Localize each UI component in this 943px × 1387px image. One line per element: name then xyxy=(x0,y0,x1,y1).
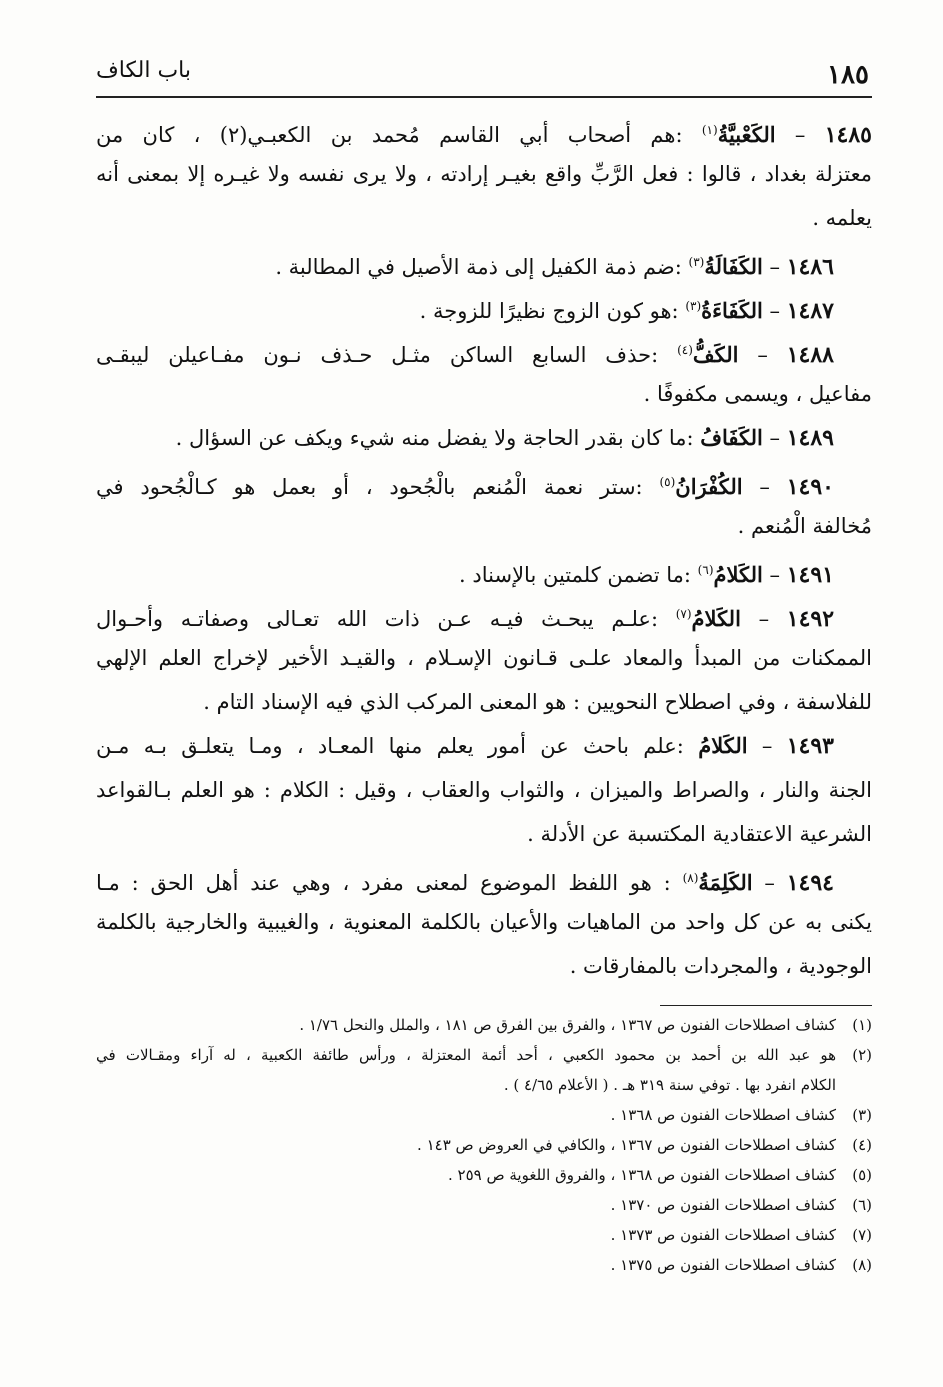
entry-number: ١٤٩٠ xyxy=(786,474,834,500)
entry-number: ١٤٨٦ xyxy=(786,254,834,280)
entry-term: الكَفُّ xyxy=(692,342,739,367)
entry-term: الكُفْرَانُ xyxy=(675,474,743,499)
footnote-marker: (١) xyxy=(852,1016,872,1034)
footnote-marker: (٨) xyxy=(852,1256,872,1274)
footnote-text: كشاف اصطلاحات الفنون ص ١٣٦٧ ، والكافي في العروض ص ١٤٣ . xyxy=(417,1136,836,1154)
entry-term: الكَلامُ xyxy=(698,733,748,758)
footnote-marker: (٣) xyxy=(852,1106,872,1124)
entries-body xyxy=(96,108,872,988)
entry-line: يكنى به عن كل واحد من الماهيات والأعيان بالكلمة المعنوية ، والغيبية والخارجية بالكلمة xyxy=(96,910,872,934)
entry-line: الوجودية ، والمجردات بالمفارقات . xyxy=(569,954,872,978)
entry-term: الكَفَالَةُ xyxy=(704,254,763,279)
entry-text: :هم أصحاب أبي القاسم مُحمد بن الكعبـي(٢) ، كان من xyxy=(96,123,683,147)
entry-line: ١٤٩٣ – الكَلامُ :علم باحث عن أمور يعلم منها المعـاد ، ومـا يتعلـق بـه مـن xyxy=(96,733,834,759)
footnote-ref: (٨) xyxy=(682,871,699,885)
entry-number: ١٤٩٣ xyxy=(786,733,834,759)
footnote xyxy=(96,1010,872,1040)
entry-text: :ما تضمن كلمتين بالإسناد . xyxy=(459,563,691,587)
entry-number: ١٤٨٧ xyxy=(786,298,834,324)
footnote-ref: (١) xyxy=(701,123,718,137)
footnote-text: كشاف اصطلاحات الفنون ص ١٣٧٥ . xyxy=(610,1256,836,1274)
footnotes xyxy=(96,1010,872,1280)
chapter-title: باب الكاف xyxy=(96,58,192,83)
entry-line: ١٤٩٤ – الكَلِمَةُ$^{(٨)}$ : هو اللفظ الموضوع لمعنى مفرد ، وهي عند أهل الحق : مـا xyxy=(96,870,834,896)
footnote-ref: (٦) xyxy=(697,563,714,577)
entry-line: الجنة والنار ، والصراط والميزان ، والثواب والعقاب ، وقيل : الكلام : هو العلم بـالقواعد xyxy=(96,778,872,802)
entry-line: ١٤٨٥ – الكَعْبيَّةُ$^{(١)}$ :هم أصحاب أبي القاسم مُحمد بن الكعبـي(٢) ، كان من xyxy=(96,122,872,148)
footnote-text: كشاف اصطلاحات الفنون ص ١٣٦٨ ، والفروق اللغوية ص ٢٥٩ . xyxy=(448,1166,836,1184)
entry-line: ١٤٨٦ – الكَفَالَةُ$^{(٣)}$ :ضم ذمة الكفيل إلى ذمة الأصيل في المطالبة . xyxy=(275,254,834,280)
entry-term: الكَلِمَةُ xyxy=(698,870,753,895)
header-rule xyxy=(96,96,872,98)
footnote-marker: (٧) xyxy=(852,1226,872,1244)
entry-text: :علـم يبحـث فيـه عـن ذات الله تعـالى وصفاتـه وأحـوال xyxy=(96,607,659,631)
entry-term: الكَلامُ xyxy=(713,562,763,587)
footnote-marker: (٢) xyxy=(852,1046,872,1064)
footnote-ref: (٥) xyxy=(659,475,676,489)
footnote-text: كشاف اصطلاحات الفنون ص ١٣٧٣ . xyxy=(610,1226,836,1244)
entry-text: :علم باحث عن أمور يعلم منها المعـاد ، ومـا يتعلـق بـه مـن xyxy=(96,734,684,758)
footnote xyxy=(96,1250,872,1280)
entry-line: الشرعية الاعتقادية المكتسبة عن الأدلة . xyxy=(527,822,872,846)
footnote-text: كشاف اصطلاحات الفنون ص ١٣٦٨ . xyxy=(610,1106,836,1124)
entry-line: ١٤٨٩ – الكَفَافُ :ما كان بقدر الحاجة ولا يفضل منه شيء ويكف عن السؤال . xyxy=(175,425,834,451)
entry-text: :ضم ذمة الكفيل إلى ذمة الأصيل في المطالبة . xyxy=(275,255,682,279)
entry-line: مفاعيل ، ويسمى مكفوفًا . xyxy=(643,382,872,406)
entry-line: يعلمه . xyxy=(812,206,872,230)
entry-number: ١٤٨٩ xyxy=(786,425,834,451)
footnote-text: كشاف اصطلاحات الفنون ص ١٣٦٧ ، والفرق بين الفرق ص ١٨١ ، والملل والنحل ١/٧٦ . xyxy=(299,1016,836,1034)
entry-line: ١٤٨٨ – الكَفُّ$^{(٤)}$ :حذف السابع الساكن مثـل حـذف نـون مفـاعيلن ليبقـى xyxy=(96,342,834,368)
footnote-ref: (٣) xyxy=(688,255,705,269)
entry-number: ١٤٨٥ xyxy=(824,122,872,148)
entry-line: ١٤٩١ – الكَلامُ$^{(٦)}$ :ما تضمن كلمتين بالإسناد . xyxy=(459,562,834,588)
footnote-text: كشاف اصطلاحات الفنون ص ١٣٧٠ . xyxy=(610,1196,836,1214)
footnote xyxy=(96,1040,872,1070)
entry-line: الممكنات من المبدأ والمعاد علـى قـانون الإسـلام ، والقيـد الأخير لإخراج العلم الإلهي xyxy=(96,646,872,670)
entry-line: ١٤٩٠ – الكُفْرَانُ$^{(٥)}$ :ستر نعمة الْمُنعم بالْجُحود ، أو بعمل هو كـالْجُحود في xyxy=(96,474,834,500)
footnote-ref: (٤) xyxy=(677,343,693,357)
page-number: ١٨٥ xyxy=(827,60,869,90)
footnote-marker: (٤) xyxy=(852,1136,872,1154)
footnote-text: هو عبد الله بن أحمد بن محمود الكعبي ، أحد أئمة المعتزلة ، ورأس طائفة الكعبية ، له آراء ومقـالات في xyxy=(96,1046,836,1064)
entry-line: ١٤٨٧ – الكَفَاءَةُ$^{(٣)}$ :هو كون الزوج نظيرًا للزوجة . xyxy=(419,298,834,324)
footnote xyxy=(96,1130,872,1160)
footnote-rule xyxy=(660,1005,872,1006)
entry-text: :ستر نعمة الْمُنعم بالْجُحود ، أو بعمل هو كـالْجُحود في xyxy=(96,475,643,499)
footnote-ref: (٧) xyxy=(675,607,692,621)
footnote-ref: (٣) xyxy=(685,299,702,313)
entry-term: الكَعْبيَّةُ xyxy=(717,122,776,147)
entry-line: ١٤٩٢ – الكَلامُ$^{(٧)}$ :علـم يبحـث فيـه عـن ذات الله تعـالى وصفاتـه وأحـوال xyxy=(96,606,835,632)
entry-number: ١٤٩١ xyxy=(786,562,834,588)
entry-number: ١٤٨٨ xyxy=(786,342,834,368)
entry-text: : هو اللفظ الموضوع لمعنى مفرد ، وهي عند أهل الحق : مـا xyxy=(96,871,671,895)
entry-line: معتزلة بغداد ، قالوا : فعل الرَّبِّ واقع بغيـر إرادته ، ولا يرى نفسه ولا غيـره إلا بمعنى أنه xyxy=(96,162,872,186)
footnote xyxy=(96,1190,872,1220)
entry-number: ١٤٩٢ xyxy=(786,606,835,632)
entry-text: :ما كان بقدر الحاجة ولا يفضل منه شيء ويكف عن السؤال . xyxy=(175,426,694,450)
entry-text: :حذف السابع الساكن مثـل حـذف نـون مفـاعيلن ليبقـى xyxy=(96,343,659,367)
entry-term: الكَلامُ xyxy=(691,606,741,631)
footnote-marker: (٥) xyxy=(852,1166,872,1184)
footnote xyxy=(96,1160,872,1190)
footnote xyxy=(96,1100,872,1130)
footnote xyxy=(96,1220,872,1250)
entry-term: الكَفَافُ xyxy=(700,425,763,450)
entry-line: للفلاسفة ، وفي اصطلاح النحويين : هو المعنى المركب الذي فيه الإسناد التام . xyxy=(203,690,872,714)
entry-term: الكَفَاءَةُ xyxy=(701,298,763,323)
footnote-continuation: الكلام انفرد بها . توفي سنة ٣١٩ هـ . ( الأعلام ٤/٦٥ ) . xyxy=(503,1076,836,1094)
footnote-marker: (٦) xyxy=(852,1196,872,1214)
entry-text: :هو كون الزوج نظيرًا للزوجة . xyxy=(419,299,679,323)
entry-line: مُخالفة الْمُنعم . xyxy=(737,514,872,538)
entry-number: ١٤٩٤ xyxy=(786,870,834,896)
